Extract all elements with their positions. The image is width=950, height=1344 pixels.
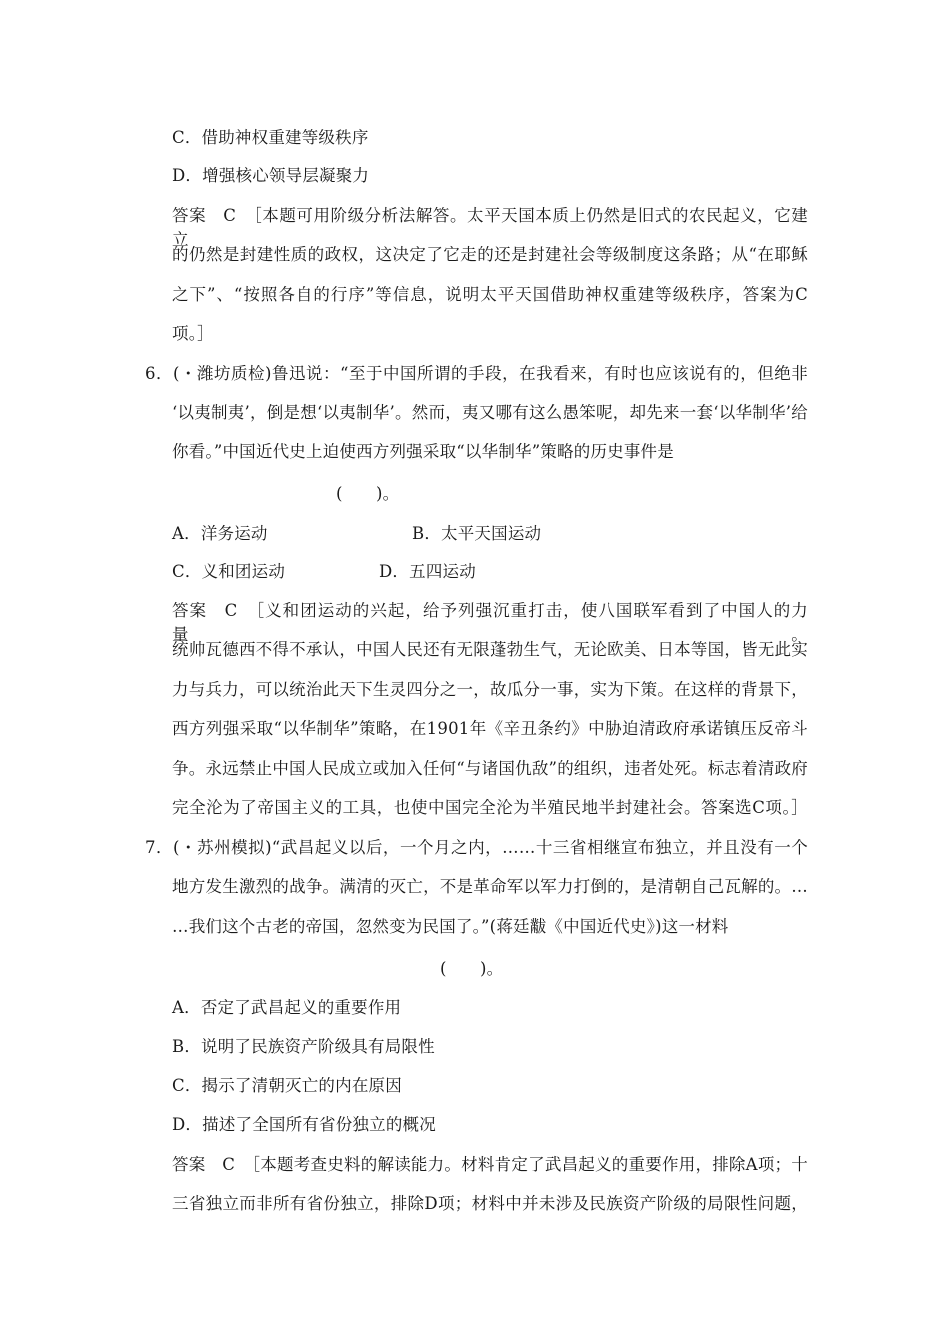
q7-option-d: D．描述了全国所有省份独立的概况 xyxy=(172,1115,436,1134)
q6-option-d: D．五四运动 xyxy=(379,562,476,581)
q5-answer-line-3: 之下”、“按照各自的行序”等信息，说明太平天国借助神权重建等级秩序，答案为C xyxy=(172,285,808,304)
q6-answer-line-4: 西方列强采取“以华制华”策略，在1901年《辛丑条约》中胁迫清政府承诺镇压反帝斗 xyxy=(172,719,808,738)
q5-answer-line-1: 答案 C ［本题可用阶级分析法解答。太平天国本质上仍然是旧式的农民起义，它建立 xyxy=(172,206,808,249)
q6-option-a: A．洋务运动 xyxy=(172,524,268,543)
q5-answer-line-2: 的仍然是封建性质的政权，这决定了它走的还是封建社会等级制度这条路；从“在耶稣 xyxy=(172,245,808,264)
q7-option-c: C．揭示了清朝灭亡的内在原因 xyxy=(172,1076,402,1095)
q7-stem-line-3: …我们这个古老的帝国，忽然变为民国了。”(蒋廷黻《中国近代史》)这一材料 xyxy=(172,917,729,936)
q6-answer-blank: ( )。 xyxy=(336,484,400,503)
q7-answer-line-1: 答案 C ［本题考查史料的解读能力。材料肯定了武昌起义的重要作用，排除A项；十 xyxy=(172,1155,808,1174)
q6-stem-line-1: 6．(・潍坊质检)鲁迅说：“至于中国所谓的手段，在我看来，有时也应该说有的，但绝非 xyxy=(145,364,808,383)
q6-answer-line-5: 争。永远禁止中国人民成立或加入任何“与诸国仇敌”的组织，违者处死。标志着清政府 xyxy=(172,759,808,778)
q6-answer-line-2: 统帅瓦德西不得不承认，中国人民还有无限蓬勃生气，无论欧美、日本等国，皆无此实 xyxy=(172,640,808,659)
q7-answer-blank: ( )。 xyxy=(440,959,504,978)
q7-answer-line-2: 三省独立而非所有省份独立，排除D项；材料中并未涉及民族资产阶级的局限性问题， xyxy=(172,1194,808,1213)
q6-answer-line-3: 力与兵力，可以统治此天下生灵四分之一，故瓜分一事，实为下策。在这样的背景下， xyxy=(172,680,808,699)
q5-answer-line-4: 项。］ xyxy=(172,324,214,343)
q7-stem-line-2: 地方发生激烈的战争。满清的灭亡，不是革命军以军力打倒的，是清朝自己瓦解的。… xyxy=(172,877,808,896)
q7-stem-line-1: 7．(・苏州模拟)“武昌起义以后，一个月之内，……十三省相继宣布独立，并且没有一个 xyxy=(145,838,808,857)
q5-option-d: D．增强核心领导层凝聚力 xyxy=(172,166,370,185)
q7-option-b: B．说明了民族资产阶级具有局限性 xyxy=(172,1037,435,1056)
q7-option-a: A．否定了武昌起义的重要作用 xyxy=(172,998,402,1017)
q6-answer-line-6: 完全沦为了帝国主义的工具，也使中国完全沦为半殖民地半封建社会。答案选C项。］ xyxy=(172,798,808,817)
q6-stem-line-3: 你看。”中国近代史上迫使西方列强采取“以华制华”策略的历史事件是 xyxy=(172,442,674,461)
q6-option-c: C．义和团运动 xyxy=(172,562,286,581)
q6-stem-line-2: ‘以夷制夷’，倒是想‘以夷制华’。然而，夷又哪有这么愚笨呢，却先来一套‘以华制华’给 xyxy=(172,403,808,422)
q6-answer-line-1: 答案 C ［义和团运动的兴起，给予列强沉重打击，使八国联军看到了中国人的力量。 xyxy=(172,601,808,644)
q5-option-c: C．借助神权重建等级秩序 xyxy=(172,128,369,147)
q6-option-b: B．太平天国运动 xyxy=(412,524,542,543)
